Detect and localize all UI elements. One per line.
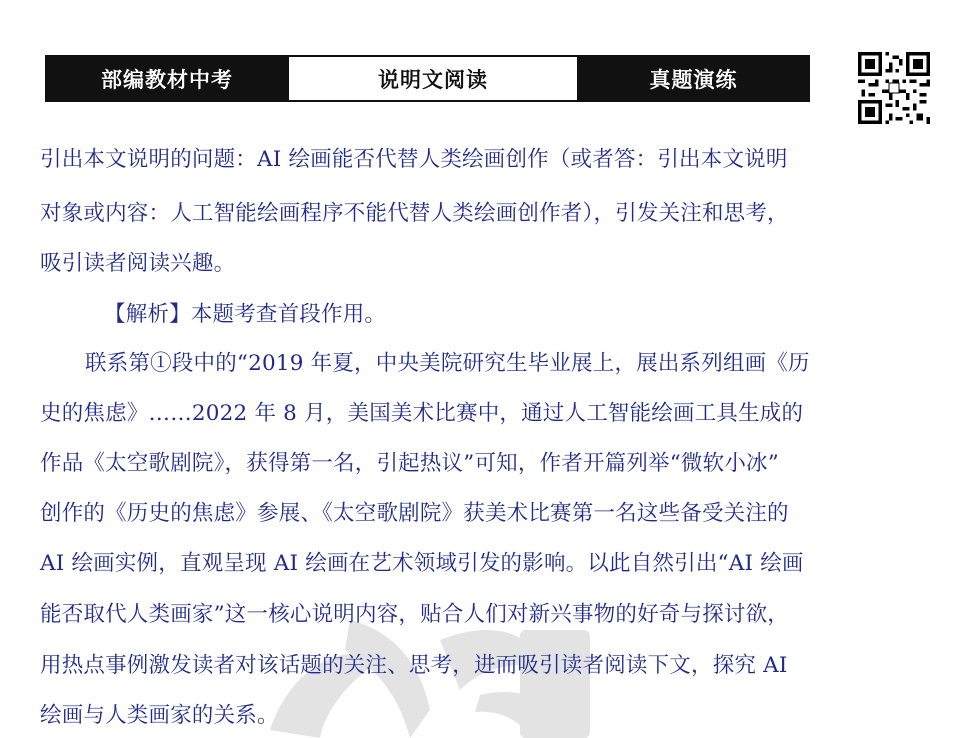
header-topic-label: 说明文阅读 [287, 57, 579, 100]
header-practice-label: 真题演练 [579, 57, 808, 100]
analysis-line: 绘画与人类画家的关系。 [40, 703, 279, 728]
answer-line: 对象或内容：人工智能绘画程序不能代替人类绘画创作者），引发关注和思考， [40, 201, 789, 226]
header-textbook-label: 部编教材中考 [47, 57, 287, 100]
answer-line: 吸引读者阅读兴趣。 [40, 251, 236, 276]
analysis-line: AI 绘画实例，直观呈现 AI 绘画在艺术领域引发的影响。以此自然引出“AI 绘画 [40, 551, 804, 576]
analysis-heading [104, 297, 386, 328]
qr-code-icon[interactable] [858, 52, 930, 124]
analysis-line: 作品《太空歌剧院》，获得第一名，引起热议”可知，作者开篇列举“微软小冰” [40, 451, 779, 476]
answer-line: 引出本文说明的问题：AI 绘画能否代替人类绘画创作（或者答：引出本文说明 [40, 147, 788, 172]
analysis-line: 联系第①段中的“2019 年夏，中央美院研究生毕业展上，展出系列组画《历 [85, 351, 810, 376]
analysis-label: 【解析】 [104, 302, 191, 327]
analysis-line: 用热点事例激发读者对该话题的关注、思考，进而吸引读者阅读下文，探究 AI [40, 653, 788, 678]
analysis-line: 创作的《历史的焦虑》参展、《太空歌剧院》获美术比赛第一名这些备受关注的 [40, 501, 789, 526]
analysis-line: 能否取代人类画家”这一核心说明内容，贴合人们对新兴事物的好奇与探讨欲， [40, 602, 789, 627]
analysis-intro: 本题考查首段作用。 [190, 302, 387, 327]
analysis-line: 史的焦虑》……2022 年 8 月，美国美术比赛中，通过人工智能绘画工具生成的 [40, 401, 804, 426]
section-header [45, 55, 810, 102]
